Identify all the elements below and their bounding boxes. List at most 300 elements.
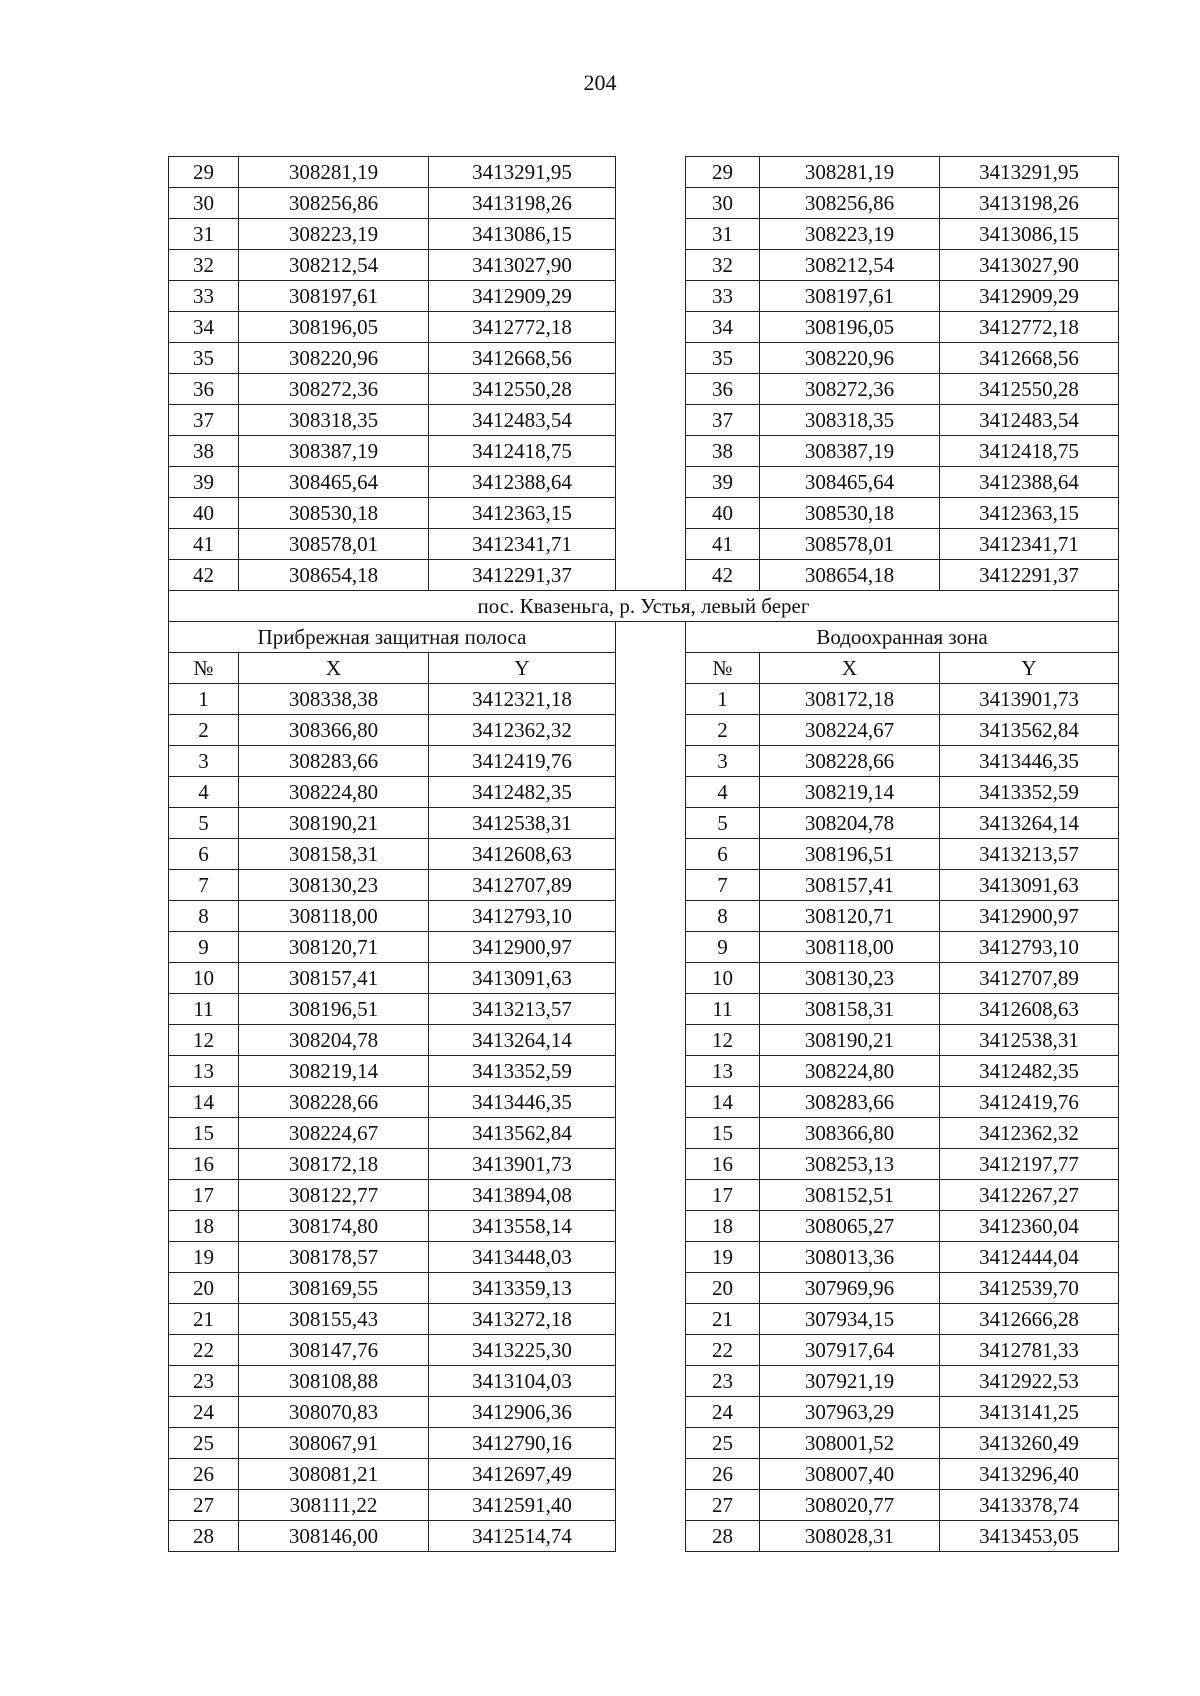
right-y-cell: 3412341,71 — [940, 529, 1119, 560]
left-x-cell: 308172,18 — [239, 1149, 429, 1180]
right-y-cell: 3412444,04 — [940, 1242, 1119, 1273]
left-num-cell: 19 — [169, 1242, 239, 1273]
column-gap — [616, 1087, 686, 1118]
left-x-cell: 308530,18 — [239, 498, 429, 529]
left-num-cell: 35 — [169, 343, 239, 374]
left-y-cell: 3412418,75 — [429, 436, 616, 467]
right-y-cell: 3412291,37 — [940, 560, 1119, 591]
left-num-cell: 12 — [169, 1025, 239, 1056]
left-y-cell: 3412341,71 — [429, 529, 616, 560]
left-x-cell: 308067,91 — [239, 1428, 429, 1459]
right-num-cell: 36 — [686, 374, 760, 405]
left-num-cell: 16 — [169, 1149, 239, 1180]
right-num-cell: 38 — [686, 436, 760, 467]
right-x-cell: 308256,86 — [760, 188, 940, 219]
right-num-cell: 29 — [686, 157, 760, 188]
column-gap — [616, 1490, 686, 1521]
right-y-cell: 3413291,95 — [940, 157, 1119, 188]
left-y-cell: 3412707,89 — [429, 870, 616, 901]
left-y-cell: 3412388,64 — [429, 467, 616, 498]
left-num-cell: 17 — [169, 1180, 239, 1211]
zone-header-row — [169, 622, 1119, 653]
right-y-cell: 3413260,49 — [940, 1428, 1119, 1459]
right-num-cell: 19 — [686, 1242, 760, 1273]
right-y-cell: 3413901,73 — [940, 684, 1119, 715]
column-gap — [616, 157, 686, 188]
left-y-cell: 3413558,14 — [429, 1211, 616, 1242]
right-num-cell: 23 — [686, 1366, 760, 1397]
table-row — [169, 1397, 1119, 1428]
column-gap — [616, 560, 686, 591]
table-row — [169, 312, 1119, 343]
column-gap — [616, 436, 686, 467]
table-row — [169, 1180, 1119, 1211]
table-row — [169, 1304, 1119, 1335]
right-x-cell: 308212,54 — [760, 250, 940, 281]
column-gap — [616, 281, 686, 312]
table-row — [169, 157, 1119, 188]
right-y-cell: 3413453,05 — [940, 1521, 1119, 1552]
column-gap — [616, 467, 686, 498]
right-num-cell: 42 — [686, 560, 760, 591]
right-x-cell: 308654,18 — [760, 560, 940, 591]
right-x-cell: 308158,31 — [760, 994, 940, 1025]
left-x-cell: 308318,35 — [239, 405, 429, 436]
left-num-cell: 30 — [169, 188, 239, 219]
column-gap — [616, 1428, 686, 1459]
left-y-cell: 3413027,90 — [429, 250, 616, 281]
right-x-cell: 308028,31 — [760, 1521, 940, 1552]
right-y-cell: 3412668,56 — [940, 343, 1119, 374]
left-num-cell: 23 — [169, 1366, 239, 1397]
left-x-cell: 308578,01 — [239, 529, 429, 560]
right-x-cell: 308318,35 — [760, 405, 940, 436]
right-num-cell: 6 — [686, 839, 760, 870]
left-y-cell: 3412900,97 — [429, 932, 616, 963]
right-num-cell: 21 — [686, 1304, 760, 1335]
right-num-cell: 15 — [686, 1118, 760, 1149]
right-num-cell: 28 — [686, 1521, 760, 1552]
column-gap — [616, 250, 686, 281]
left-y-cell: 3412362,32 — [429, 715, 616, 746]
right-num-cell: 5 — [686, 808, 760, 839]
column-gap — [616, 498, 686, 529]
left-y-cell: 3413091,63 — [429, 963, 616, 994]
table-row — [169, 1459, 1119, 1490]
column-gap — [616, 1304, 686, 1335]
left-y-cell: 3413894,08 — [429, 1180, 616, 1211]
left-x-cell: 308111,22 — [239, 1490, 429, 1521]
column-gap — [616, 1273, 686, 1304]
column-gap — [616, 870, 686, 901]
left-num-cell: 29 — [169, 157, 239, 188]
column-gap — [616, 529, 686, 560]
table-row — [169, 1521, 1119, 1552]
left-num-cell: 24 — [169, 1397, 239, 1428]
left-x-cell: 308281,19 — [239, 157, 429, 188]
column-gap — [616, 1180, 686, 1211]
left-num-cell: 40 — [169, 498, 239, 529]
column-gap — [616, 653, 686, 684]
table-row — [169, 994, 1119, 1025]
left-x-cell: 308219,14 — [239, 1056, 429, 1087]
left-num-cell: 34 — [169, 312, 239, 343]
right-x-cell: 307934,15 — [760, 1304, 940, 1335]
table-row — [169, 529, 1119, 560]
right-y-cell: 3413562,84 — [940, 715, 1119, 746]
left-x-cell: 308122,77 — [239, 1180, 429, 1211]
left-y-cell: 3413198,26 — [429, 188, 616, 219]
right-num-cell: 17 — [686, 1180, 760, 1211]
left-num-cell: 33 — [169, 281, 239, 312]
right-num-cell: 12 — [686, 1025, 760, 1056]
right-y-header: Y — [940, 653, 1119, 684]
right-x-cell: 308204,78 — [760, 808, 940, 839]
upper-block — [169, 157, 1119, 591]
left-y-cell: 3412793,10 — [429, 901, 616, 932]
left-y-cell: 3413213,57 — [429, 994, 616, 1025]
table-row — [169, 1118, 1119, 1149]
right-num-cell: 26 — [686, 1459, 760, 1490]
column-header-row — [169, 653, 1119, 684]
left-num-cell: 6 — [169, 839, 239, 870]
right-y-cell: 3412360,04 — [940, 1211, 1119, 1242]
left-num-cell: 26 — [169, 1459, 239, 1490]
right-num-cell: 3 — [686, 746, 760, 777]
left-x-header: X — [239, 653, 429, 684]
table-row — [169, 1025, 1119, 1056]
left-y-cell: 3413272,18 — [429, 1304, 616, 1335]
coordinates-table — [168, 156, 1119, 1552]
column-gap — [616, 188, 686, 219]
right-x-cell: 308219,14 — [760, 777, 940, 808]
left-num-cell: 2 — [169, 715, 239, 746]
table-row — [169, 808, 1119, 839]
right-y-cell: 3413091,63 — [940, 870, 1119, 901]
right-x-cell: 308001,52 — [760, 1428, 940, 1459]
left-x-cell: 308212,54 — [239, 250, 429, 281]
column-gap — [616, 684, 686, 715]
right-y-cell: 3412362,32 — [940, 1118, 1119, 1149]
table-row — [169, 1366, 1119, 1397]
table-row — [169, 870, 1119, 901]
right-y-cell: 3412608,63 — [940, 994, 1119, 1025]
column-gap — [616, 777, 686, 808]
right-x-cell: 307921,19 — [760, 1366, 940, 1397]
right-x-cell: 308120,71 — [760, 901, 940, 932]
left-num-cell: 14 — [169, 1087, 239, 1118]
left-num-cell: 31 — [169, 219, 239, 250]
left-y-cell: 3413225,30 — [429, 1335, 616, 1366]
table-row — [169, 777, 1119, 808]
left-y-cell: 3413901,73 — [429, 1149, 616, 1180]
right-num-cell: 41 — [686, 529, 760, 560]
table-row — [169, 1428, 1119, 1459]
right-y-cell: 3412267,27 — [940, 1180, 1119, 1211]
right-y-cell: 3413027,90 — [940, 250, 1119, 281]
right-x-cell: 308020,77 — [760, 1490, 940, 1521]
column-gap — [616, 839, 686, 870]
column-gap — [616, 219, 686, 250]
right-y-cell: 3412388,64 — [940, 467, 1119, 498]
left-y-cell: 3413086,15 — [429, 219, 616, 250]
table-row — [169, 281, 1119, 312]
table-row — [169, 1087, 1119, 1118]
table-row — [169, 1242, 1119, 1273]
right-y-cell: 3412419,76 — [940, 1087, 1119, 1118]
left-x-cell: 308197,61 — [239, 281, 429, 312]
left-y-cell: 3412291,37 — [429, 560, 616, 591]
left-x-cell: 308108,88 — [239, 1366, 429, 1397]
right-x-cell: 308366,80 — [760, 1118, 940, 1149]
column-gap — [616, 1366, 686, 1397]
right-y-cell: 3413141,25 — [940, 1397, 1119, 1428]
left-x-cell: 308283,66 — [239, 746, 429, 777]
table-row — [169, 963, 1119, 994]
table-row — [169, 932, 1119, 963]
section-title: пос. Квазеньга, р. Устья, левый берег — [169, 591, 1119, 622]
left-y-cell: 3412514,74 — [429, 1521, 616, 1552]
right-y-cell: 3413213,57 — [940, 839, 1119, 870]
left-y-cell: 3413104,03 — [429, 1366, 616, 1397]
left-num-cell: 20 — [169, 1273, 239, 1304]
left-num-cell: 21 — [169, 1304, 239, 1335]
left-num-cell: 3 — [169, 746, 239, 777]
column-gap — [616, 1242, 686, 1273]
left-num-cell: 32 — [169, 250, 239, 281]
table-row — [169, 250, 1119, 281]
table-row — [169, 1056, 1119, 1087]
left-x-cell: 308070,83 — [239, 1397, 429, 1428]
page-number: 204 — [583, 70, 617, 95]
right-x-cell: 308118,00 — [760, 932, 940, 963]
left-x-cell: 308204,78 — [239, 1025, 429, 1056]
column-gap — [616, 1211, 686, 1242]
left-num-cell: 28 — [169, 1521, 239, 1552]
table-row — [169, 1335, 1119, 1366]
right-num-cell: 2 — [686, 715, 760, 746]
table-row — [169, 436, 1119, 467]
right-y-cell: 3412793,10 — [940, 932, 1119, 963]
column-gap — [616, 622, 686, 653]
right-x-cell: 308013,36 — [760, 1242, 940, 1273]
left-x-cell: 308196,05 — [239, 312, 429, 343]
right-x-cell: 307917,64 — [760, 1335, 940, 1366]
right-y-cell: 3412197,77 — [940, 1149, 1119, 1180]
table-row — [169, 1211, 1119, 1242]
right-y-cell: 3413086,15 — [940, 219, 1119, 250]
right-x-cell: 308190,21 — [760, 1025, 940, 1056]
left-y-cell: 3412482,35 — [429, 777, 616, 808]
left-y-cell: 3412419,76 — [429, 746, 616, 777]
left-y-cell: 3412790,16 — [429, 1428, 616, 1459]
column-gap — [616, 932, 686, 963]
table-row — [169, 715, 1119, 746]
column-gap — [616, 1397, 686, 1428]
right-x-cell: 308157,41 — [760, 870, 940, 901]
column-gap — [616, 312, 686, 343]
right-num-cell: 13 — [686, 1056, 760, 1087]
right-y-cell: 3412539,70 — [940, 1273, 1119, 1304]
right-y-cell: 3412550,28 — [940, 374, 1119, 405]
left-x-cell: 308174,80 — [239, 1211, 429, 1242]
left-x-cell: 308387,19 — [239, 436, 429, 467]
right-x-cell: 308172,18 — [760, 684, 940, 715]
left-y-cell: 3412321,18 — [429, 684, 616, 715]
left-y-cell: 3412363,15 — [429, 498, 616, 529]
right-x-cell: 308130,23 — [760, 963, 940, 994]
left-num-cell: 9 — [169, 932, 239, 963]
left-y-cell: 3412772,18 — [429, 312, 616, 343]
right-zone-header: Водоохранная зона — [686, 622, 1119, 653]
right-x-cell: 307963,29 — [760, 1397, 940, 1428]
table-row — [169, 219, 1119, 250]
right-y-cell: 3412418,75 — [940, 436, 1119, 467]
table-row — [169, 498, 1119, 529]
right-num-cell: 1 — [686, 684, 760, 715]
right-y-cell: 3413378,74 — [940, 1490, 1119, 1521]
right-num-cell: 14 — [686, 1087, 760, 1118]
column-gap — [616, 808, 686, 839]
left-x-cell: 308196,51 — [239, 994, 429, 1025]
right-x-cell: 308224,80 — [760, 1056, 940, 1087]
left-zone-header: Прибрежная защитная полоса — [169, 622, 616, 653]
left-num-cell: 41 — [169, 529, 239, 560]
right-y-cell: 3412781,33 — [940, 1335, 1119, 1366]
right-y-cell: 3412482,35 — [940, 1056, 1119, 1087]
left-y-cell: 3412591,40 — [429, 1490, 616, 1521]
column-gap — [616, 963, 686, 994]
table-row — [169, 188, 1119, 219]
right-num-cell: 32 — [686, 250, 760, 281]
column-gap — [616, 343, 686, 374]
left-x-cell: 308155,43 — [239, 1304, 429, 1335]
table-row — [169, 1273, 1119, 1304]
column-gap — [616, 1025, 686, 1056]
right-x-cell: 308387,19 — [760, 436, 940, 467]
right-num-cell: 25 — [686, 1428, 760, 1459]
right-y-cell: 3412922,53 — [940, 1366, 1119, 1397]
right-y-cell: 3412538,31 — [940, 1025, 1119, 1056]
left-num-cell: 27 — [169, 1490, 239, 1521]
column-gap — [616, 994, 686, 1025]
right-num-cell: 39 — [686, 467, 760, 498]
right-num-cell: 33 — [686, 281, 760, 312]
left-y-cell: 3413264,14 — [429, 1025, 616, 1056]
right-y-cell: 3412909,29 — [940, 281, 1119, 312]
right-y-cell: 3413446,35 — [940, 746, 1119, 777]
table-row — [169, 560, 1119, 591]
table-row — [169, 1490, 1119, 1521]
left-x-cell: 308158,31 — [239, 839, 429, 870]
right-num-cell: 7 — [686, 870, 760, 901]
lower-block — [169, 684, 1119, 1552]
left-y-cell: 3413448,03 — [429, 1242, 616, 1273]
right-x-cell: 307969,96 — [760, 1273, 940, 1304]
left-x-cell: 308147,76 — [239, 1335, 429, 1366]
right-x-cell: 308253,13 — [760, 1149, 940, 1180]
left-num-cell: 36 — [169, 374, 239, 405]
right-x-cell: 308530,18 — [760, 498, 940, 529]
column-gap — [616, 1459, 686, 1490]
left-y-cell: 3412550,28 — [429, 374, 616, 405]
right-num-cell: 31 — [686, 219, 760, 250]
right-x-cell: 308196,51 — [760, 839, 940, 870]
right-y-cell: 3412900,97 — [940, 901, 1119, 932]
column-gap — [616, 1335, 686, 1366]
left-x-cell: 308130,23 — [239, 870, 429, 901]
right-y-cell: 3412666,28 — [940, 1304, 1119, 1335]
left-x-cell: 308120,71 — [239, 932, 429, 963]
left-x-cell: 308228,66 — [239, 1087, 429, 1118]
left-y-cell: 3412697,49 — [429, 1459, 616, 1490]
left-x-cell: 308272,36 — [239, 374, 429, 405]
left-x-cell: 308224,80 — [239, 777, 429, 808]
right-num-cell: 37 — [686, 405, 760, 436]
table-row — [169, 746, 1119, 777]
left-x-cell: 308190,21 — [239, 808, 429, 839]
right-x-cell: 308281,19 — [760, 157, 940, 188]
left-num-cell: 7 — [169, 870, 239, 901]
left-num-cell: 15 — [169, 1118, 239, 1149]
left-num-cell: 5 — [169, 808, 239, 839]
right-x-cell: 308197,61 — [760, 281, 940, 312]
right-y-cell: 3412772,18 — [940, 312, 1119, 343]
right-num-cell: 11 — [686, 994, 760, 1025]
left-y-cell: 3413352,59 — [429, 1056, 616, 1087]
left-num-cell: 8 — [169, 901, 239, 932]
left-num-cell: 38 — [169, 436, 239, 467]
right-x-cell: 308283,66 — [760, 1087, 940, 1118]
left-x-cell: 308366,80 — [239, 715, 429, 746]
column-gap — [616, 1521, 686, 1552]
right-x-cell: 308223,19 — [760, 219, 940, 250]
left-num-cell: 18 — [169, 1211, 239, 1242]
right-x-cell: 308196,05 — [760, 312, 940, 343]
right-num-cell: 18 — [686, 1211, 760, 1242]
column-gap — [616, 405, 686, 436]
left-x-cell: 308256,86 — [239, 188, 429, 219]
left-y-cell: 3412538,31 — [429, 808, 616, 839]
table-row — [169, 839, 1119, 870]
right-y-cell: 3412483,54 — [940, 405, 1119, 436]
right-y-cell: 3413264,14 — [940, 808, 1119, 839]
left-y-cell: 3412906,36 — [429, 1397, 616, 1428]
table-row — [169, 467, 1119, 498]
right-num-cell: 30 — [686, 188, 760, 219]
left-y-cell: 3413359,13 — [429, 1273, 616, 1304]
column-gap — [616, 746, 686, 777]
left-y-cell: 3413446,35 — [429, 1087, 616, 1118]
right-num-cell: 24 — [686, 1397, 760, 1428]
left-y-cell: 3412483,54 — [429, 405, 616, 436]
right-x-cell: 308152,51 — [760, 1180, 940, 1211]
right-x-cell: 308224,67 — [760, 715, 940, 746]
left-y-cell: 3412608,63 — [429, 839, 616, 870]
right-num-cell: 8 — [686, 901, 760, 932]
right-y-cell: 3413352,59 — [940, 777, 1119, 808]
left-y-cell: 3412668,56 — [429, 343, 616, 374]
right-num-cell: 34 — [686, 312, 760, 343]
left-num-cell: 39 — [169, 467, 239, 498]
right-y-cell: 3413198,26 — [940, 188, 1119, 219]
section-title-row — [169, 591, 1119, 622]
right-num-header: № — [686, 653, 760, 684]
right-num-cell: 10 — [686, 963, 760, 994]
left-num-cell: 13 — [169, 1056, 239, 1087]
left-y-cell: 3413562,84 — [429, 1118, 616, 1149]
left-num-cell: 37 — [169, 405, 239, 436]
